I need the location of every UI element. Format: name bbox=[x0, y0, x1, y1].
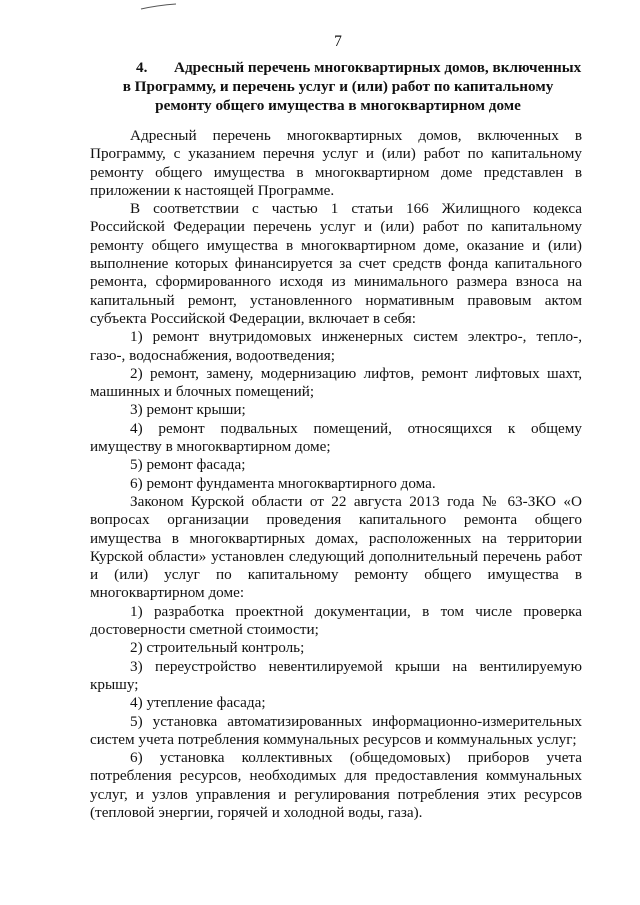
section-body bbox=[90, 127, 582, 822]
list-item: 3) переустройство невентилируемой крыши на вентилируемую крышу; bbox=[90, 657, 582, 693]
pen-mark bbox=[140, 3, 178, 11]
heading-line-2: в Программу, и перечень услуг и (или) работ по капитальному bbox=[122, 78, 554, 95]
list-item: 3) ремонт крыши; bbox=[130, 401, 246, 419]
page-number: 7 bbox=[334, 33, 342, 50]
list-item: 6) установка коллективных (общедомовых) приборов учета потребления ресурсов, необходимых для предоставления коммунальных услуг, и узлов управления и регулирования потребления этих ресурсов (тепловой энергии, горячей и холодной воды, газа). bbox=[90, 749, 582, 821]
heading-line-3: ремонту общего имущества в многоквартирном доме bbox=[155, 97, 521, 114]
heading-line-1 bbox=[88, 58, 588, 77]
list-item: 1) ремонт внутридомовых инженерных систем электро-, тепло-, газо-, водоснабжения, водоотведения; bbox=[90, 328, 582, 364]
list-item: 4) ремонт подвальных помещений, относящихся к общему имуществу в многоквартирном доме; bbox=[90, 419, 582, 456]
paragraph-kursk-law: Законом Курской области от 22 августа 2013 года № 63-ЗКО «О вопросах организации проведения капитального ремонта общего имущества в многоквартирных домах, расположенных на территории Курской области» установлен следующий дополнительный перечень работ и (или) услуг по капитальному ремонту общего имущества в многоквартирном доме: bbox=[90, 492, 582, 602]
list-item: 1) разработка проектной документации, в том числе проверка достоверности сметной стоимости; bbox=[90, 602, 582, 639]
list-item: 5) установка автоматизированных информационно-измерительных систем учета потребления коммунальных ресурсов и коммунальных услуг; bbox=[90, 712, 582, 748]
paragraph-address-list: Адресный перечень многоквартирных домов, включенных в Программу, с указанием перечня услуг и (или) работ по капитальному ремонту общего имущества в многоквартирном доме представлен в приложении к настоящей Программе. bbox=[90, 127, 582, 199]
list-item: 4) утепление фасада; bbox=[130, 694, 266, 712]
list-item: 2) строительный контроль; bbox=[130, 639, 305, 657]
list-item: 5) ремонт фасада; bbox=[130, 456, 246, 474]
list-item: 6) ремонт фундамента многоквартирного дома. bbox=[130, 474, 436, 492]
section-heading bbox=[88, 58, 588, 115]
heading-text-1: Адресный перечень многоквартирных домов, включенных bbox=[174, 59, 582, 76]
section-number: 4. bbox=[136, 59, 148, 76]
paragraph-article-166: В соответствии с частью 1 статьи 166 Жилищного кодекса Российской Федерации перечень услуг и (или) работ по капитальному ремонту общего имущества в многоквартирном доме, оказание и (или) выполнение которых финансируется за счет средств фонда капитального ремонта, сформированного исходя из минимального размера взноса на капитальный ремонт, установленного нормативным правовым актом субъекта Российской Федерации, включает в себя: bbox=[90, 200, 582, 327]
list-item: 2) ремонт, замену, модернизацию лифтов, ремонт лифтовых шахт, машинных и блочных помещений; bbox=[90, 364, 582, 401]
